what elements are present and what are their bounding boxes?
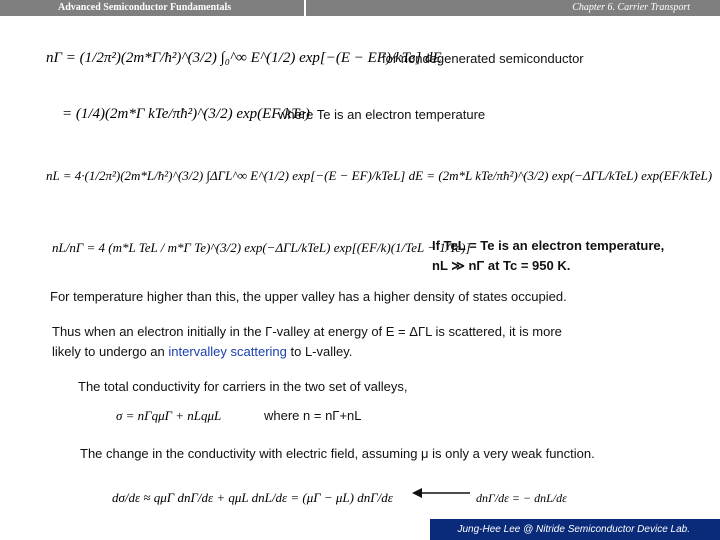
footer-credit: Jung-Hee Lee @ Nitride Semiconductor Device Lab. (430, 519, 720, 540)
intervalley-scattering-link: intervalley scattering (168, 344, 287, 359)
note-nondegenerate: for nondegenerated semiconductor (382, 51, 584, 66)
header-left-title: Advanced Semiconductor Fundamentals (0, 0, 304, 16)
note-electron-temperature: where Te is an electron temperature (278, 107, 486, 122)
note-change-conductivity: The change in the conductivity with electric field, assuming μ is only a very weak function. (80, 446, 595, 461)
eq5-text: σ = nΓqμΓ + nLqμL (116, 408, 222, 423)
thus-part2-b: to L-valley. (290, 344, 353, 359)
eq4-text: nL/nΓ = 4 (m*L TeL / m*Γ Te)^(3/2) exp(−ΔΓL/kTeL) exp[(EF/k)(1/TeL − 1/Te)] (52, 240, 471, 255)
note-condition-line1: If TeL = Te is an electron temperature, (432, 238, 665, 253)
left-arrow-icon (412, 486, 472, 500)
equation-dsigma (110, 476, 400, 518)
thus-part2-a: likely to undergo an (52, 344, 165, 359)
paragraph-thus-line2 (52, 344, 712, 359)
eq2-text: = (1/4)(2m*Γ kTe/πħ²)^(3/2) exp(EF/kTe) (62, 106, 310, 122)
eq1-text: nΓ = (1/2π²)(2m*Γ/ħ²)^(3/2) ∫₀^∞ E^(1/2) exp[−(E − EF)/kTe] dE (46, 50, 442, 66)
equation-dn (474, 476, 567, 518)
header-right-title: Chapter 6. Carrier Transport (306, 0, 720, 16)
eq7-text: dnΓ/dε = − dnL/dε (476, 491, 567, 505)
eq6-text: dσ/dε ≈ qμΓ dnΓ/dε + qμL dnL/dε = (μΓ − μL) dnΓ/dε (112, 490, 393, 505)
note-temperature-higher: For temperature higher than this, the upper valley has a higher density of states occupied. (50, 289, 567, 304)
equation-ratio (50, 220, 471, 276)
equation-n-gamma-result (60, 88, 310, 138)
thus-part1: Thus when an electron initially in the Γ-valley at energy of E = ΔΓL is scattered, it is more (52, 324, 562, 339)
note-condition-line2: nL ≫ nΓ at Tc = 950 K. (432, 258, 571, 273)
paragraph-thus-line1 (52, 324, 712, 339)
equation-n-l (44, 148, 713, 204)
eq3-text: nL = 4·(1/2π²)(2m*L/ħ²)^(3/2) ∫ΔΓL^∞ E^(1/2) exp[−(E − EF)/kTeL] dE = (2m*L kTe/πħ²)^(3/2) exp(−ΔΓL/kTeL) exp(EF/kTeL) (46, 168, 713, 183)
equation-sigma-where: where n = nΓ+nL (264, 408, 362, 423)
equation-n-gamma-integral (44, 30, 442, 82)
note-total-conductivity: The total conductivity for carriers in the two set of valleys, (78, 379, 408, 394)
equation-sigma (114, 402, 264, 428)
